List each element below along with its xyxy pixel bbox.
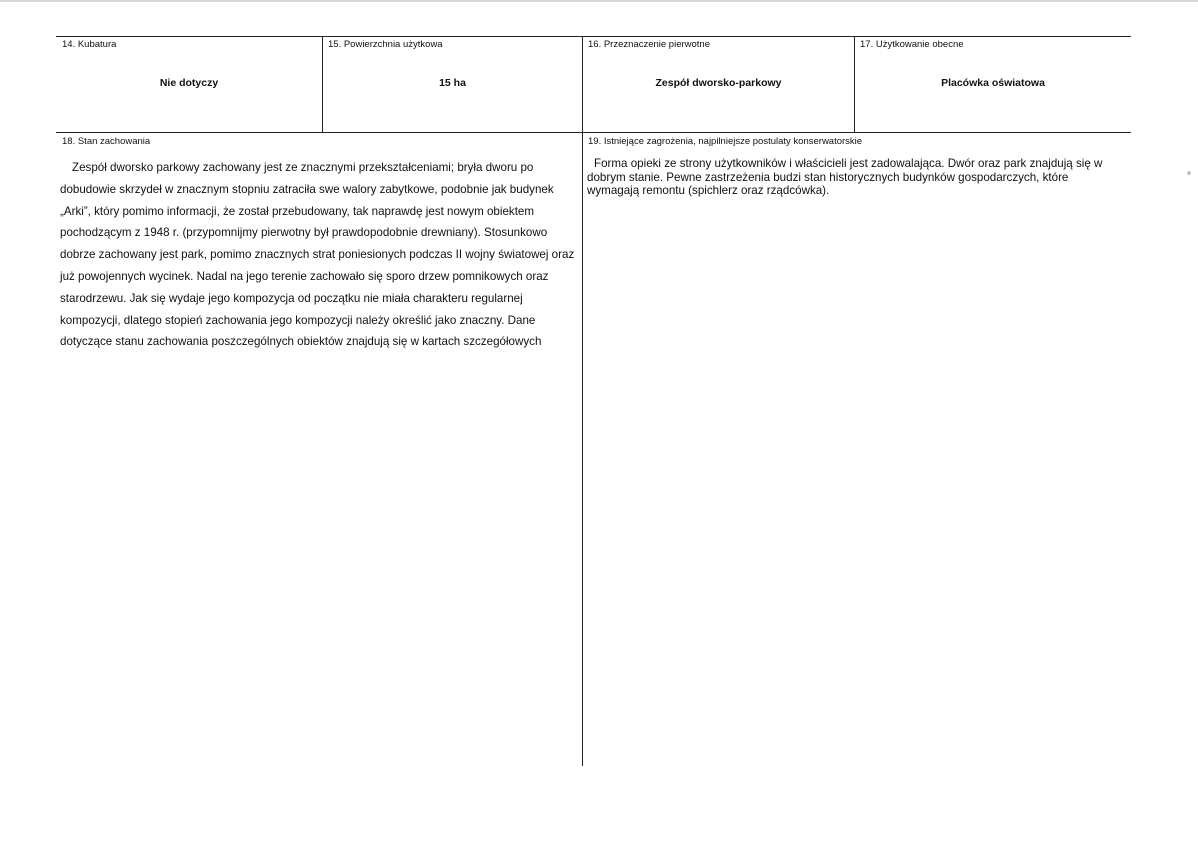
field-stan-zachowania-label: 18. Stan zachowania xyxy=(62,136,151,147)
scan-edge xyxy=(0,0,1198,2)
field-kubatura-value: Nie dotyczy xyxy=(159,77,219,89)
divider-center xyxy=(582,36,583,766)
field-uzytkowanie-label: 17. Użytkowanie obecne xyxy=(860,39,964,50)
table-top-rule xyxy=(56,36,1131,37)
field-przeznaczenie-value: Zespół dworsko-parkowy xyxy=(655,77,782,89)
field-zagrozenia-label: 19. Istniejące zagrożenia, najpilniejsze postulaty konserwatorskie xyxy=(588,136,863,147)
stan-zachowania-text: Zespół dworsko parkowy zachowany jest ze znacznymi przekształceniami; bryła dworu po dobudowie skrzydeł w znacznym stopniu zatraciła swe walory zabytkowe, podobnie jak budynek „Arki”, który pomimo informacji, że został przebudowany, tak naprawdę jest nowym obiektem pochodzącym z 1948 r. (przypomnijmy pierwotny był prawdopodobnie drewniany). Stosunkowo dobrze zachowany jest park, pomimo znacznych strat poniesionych podczas II wojny światowej oraz już powojennych wycinek. Nadal na jego terenie zachowało się sporo drzew pomnikowych oraz starodrzewu. Jak się wydaje jego kompozycja od początku nie miała charakteru regularnej kompozycji, dlatego stopień zachowania jego kompozycji należy określić jako znaczny. Dane dotyczące stanu zachowania poszczególnych obiektów znajdują się w kartach szczegółowych xyxy=(60,161,575,349)
field-przeznaczenie-label: 16. Przeznaczenie pierwotne xyxy=(588,39,710,50)
field-kubatura-label: 14. Kubatura xyxy=(62,39,117,50)
table-middle-rule xyxy=(56,132,1131,133)
field-uzytkowanie-value: Placówka oświatowa xyxy=(941,77,1045,89)
field-powierzchnia-value: 15 ha xyxy=(439,77,466,89)
scan-speck xyxy=(1187,171,1191,175)
field-powierzchnia-label: 15. Powierzchnia użytkowa xyxy=(328,39,443,50)
zagrozenia-text: Forma opieki ze strony użytkowników i właścicieli jest zadowalająca. Dwór oraz park znajdują się w dobrym stanie. Pewne zastrzeżenia budzi stan historycznych budynków gospodarczych, które wymagają remontu (spichlerz oraz rządcówka). xyxy=(587,157,1103,197)
